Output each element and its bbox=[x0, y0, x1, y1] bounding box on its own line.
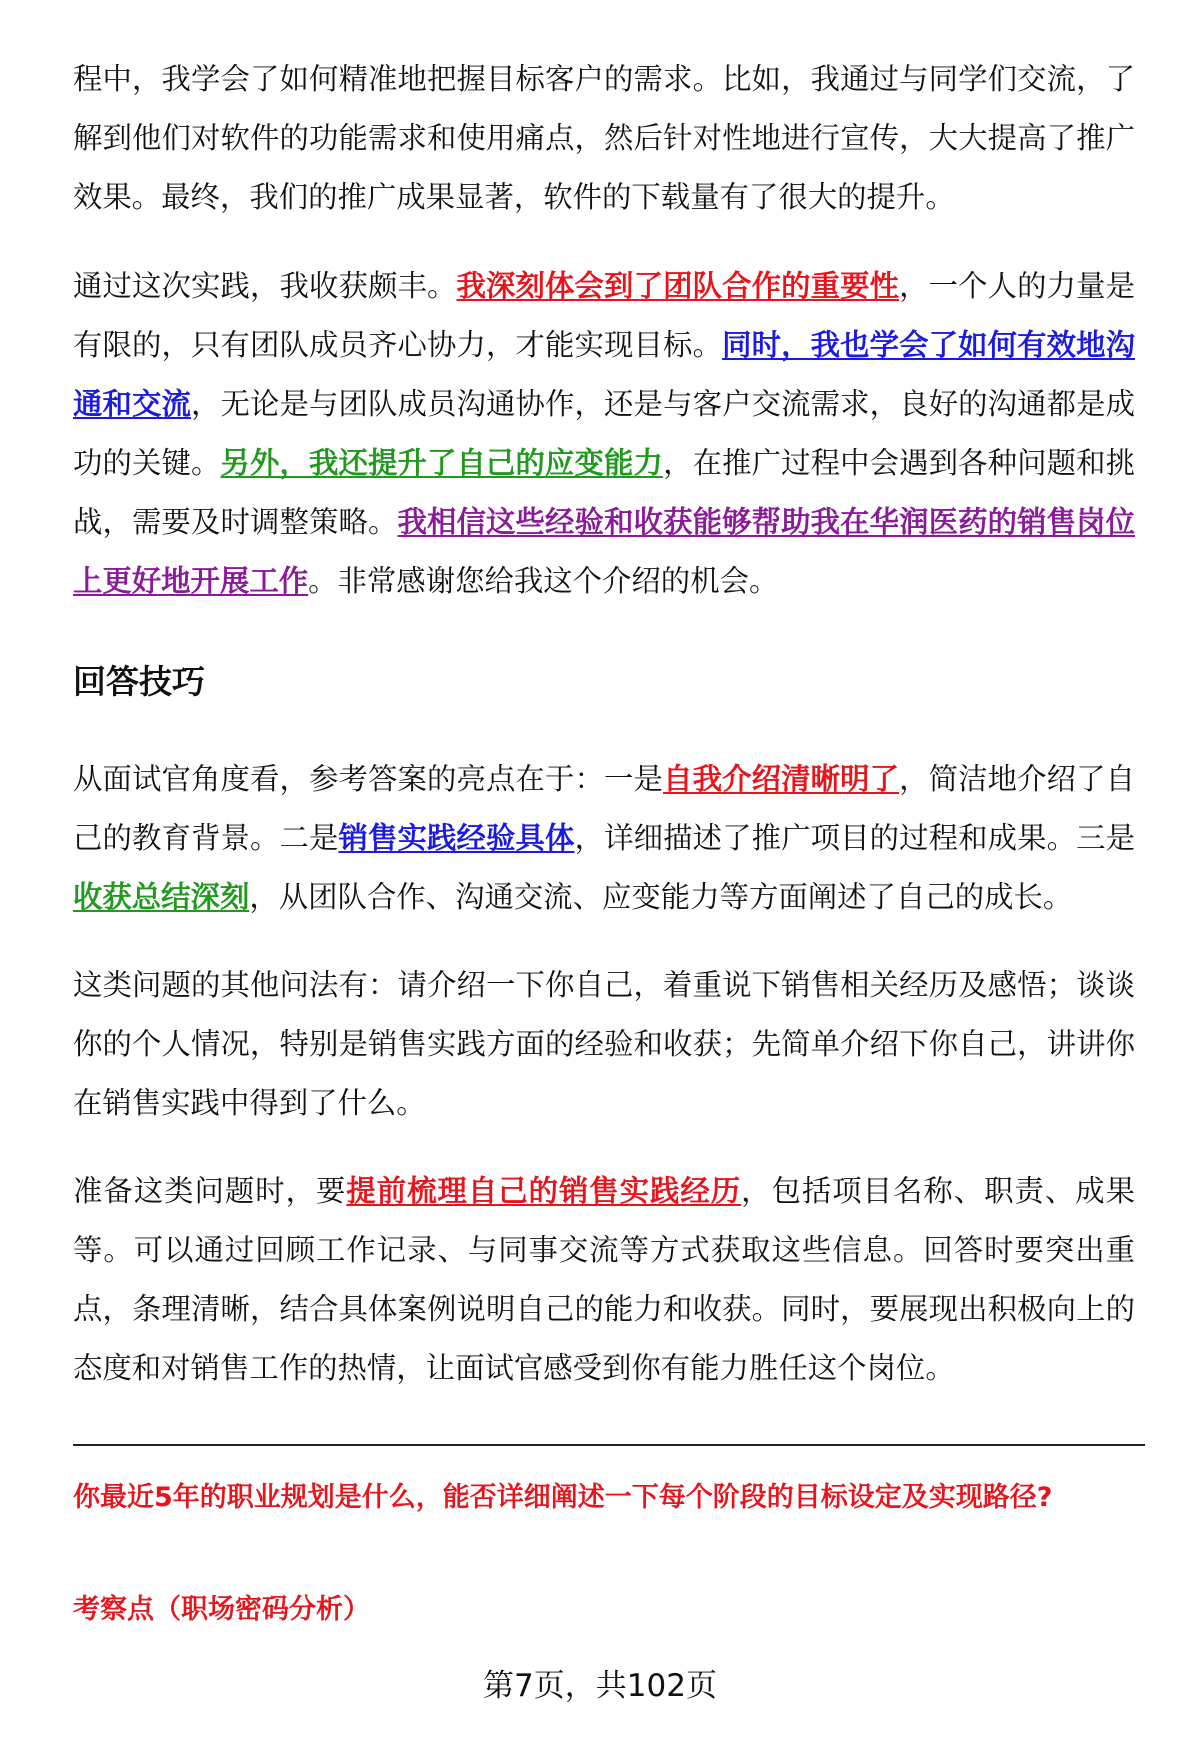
divider bbox=[73, 1444, 1145, 1446]
body-text: 通过这次实践，我收获颇丰。 bbox=[73, 269, 457, 303]
highlight-text: 另外，我还提升了自己的应变能力 bbox=[220, 446, 664, 480]
section-heading: 回答技巧 bbox=[73, 662, 205, 701]
body-text: 程中，我学会了如何精准地把握目标客户的需求。比如，我通过与同学们交流，了解到他们对软件的功能需求和使用痛点，然后针对性地进行宣传，大大提高了推广效果。最终，我们的推广成果显著，软件的下载量有了很大的提升。 bbox=[73, 62, 1135, 214]
page-footer: 第7页，共102页 bbox=[483, 1668, 717, 1704]
body-text: ，一个人的力量是有限的，只有团队成员齐心协力，才能实现目标。 bbox=[73, 269, 1136, 362]
highlight-text: 同时，我也学会了如何有效地沟通和交流 bbox=[73, 328, 1136, 421]
highlight-text: 提前梳理自己的销售实践经历 bbox=[346, 1174, 742, 1208]
body-text: 准备这类问题时，要 bbox=[73, 1174, 347, 1208]
body-text: ，包括项目名称、职责、成果等。可以通过回顾工作记录、与同事交流等方式获取这些信息。回答时要突出重点，条理清晰，结合具体案例说明自己的能力和收获。同时，要展现出积极向上的态度和对销售工作的热情，让面试官感受到你有能力胜任这个岗位。 bbox=[73, 1174, 1136, 1385]
body-text: ，从团队合作、沟通交流、应变能力等方面阐述了自己的成长。 bbox=[249, 880, 1073, 914]
paragraph-highlights bbox=[73, 750, 1135, 927]
next-question: 你最近5年的职业规划是什么，能否详细阐述一下每个阶段的目标设定及实现路径? bbox=[73, 1482, 1053, 1513]
highlight-text: 我相信这些经验和收获能够帮助我在华润医药的销售岗位上更好地开展工作 bbox=[73, 505, 1136, 598]
highlight-text: 我深刻体会到了团队合作的重要性 bbox=[456, 269, 900, 303]
body-text: ，无论是与团队成员沟通协作，还是与客户交流需求，良好的沟通都是成功的关键。 bbox=[73, 387, 1136, 480]
body-text: ，简洁地介绍了自己的教育背景。二是 bbox=[73, 762, 1136, 855]
highlight-text: 自我介绍清晰明了 bbox=[663, 762, 900, 796]
paragraph-project bbox=[73, 50, 1135, 227]
body-text: ，详细描述了推广项目的过程和成果。三是 bbox=[574, 821, 1136, 855]
body-text: 从面试官角度看，参考答案的亮点在于：一是 bbox=[73, 762, 664, 796]
body-text: 这类问题的其他问法有：请介绍一下你自己，着重说下销售相关经历及感悟；谈谈你的个人情况，特别是销售实践方面的经验和收获；先简单介绍下你自己，讲讲你在销售实践中得到了什么。 bbox=[73, 968, 1135, 1120]
highlight-text: 销售实践经验具体 bbox=[338, 821, 575, 855]
body-text: ，在推广过程中会遇到各种问题和挑战，需要及时调整策略。 bbox=[73, 446, 1135, 539]
exam-point-heading: 考察点（职场密码分析） bbox=[73, 1594, 370, 1625]
body-text: 。非常感谢您给我这个介绍的机会。 bbox=[308, 564, 779, 598]
paragraph-gains bbox=[73, 257, 1135, 611]
highlight-text: 收获总结深刻 bbox=[73, 880, 250, 914]
paragraph-preparation bbox=[73, 1162, 1135, 1398]
paragraph-alternatives bbox=[73, 956, 1135, 1133]
